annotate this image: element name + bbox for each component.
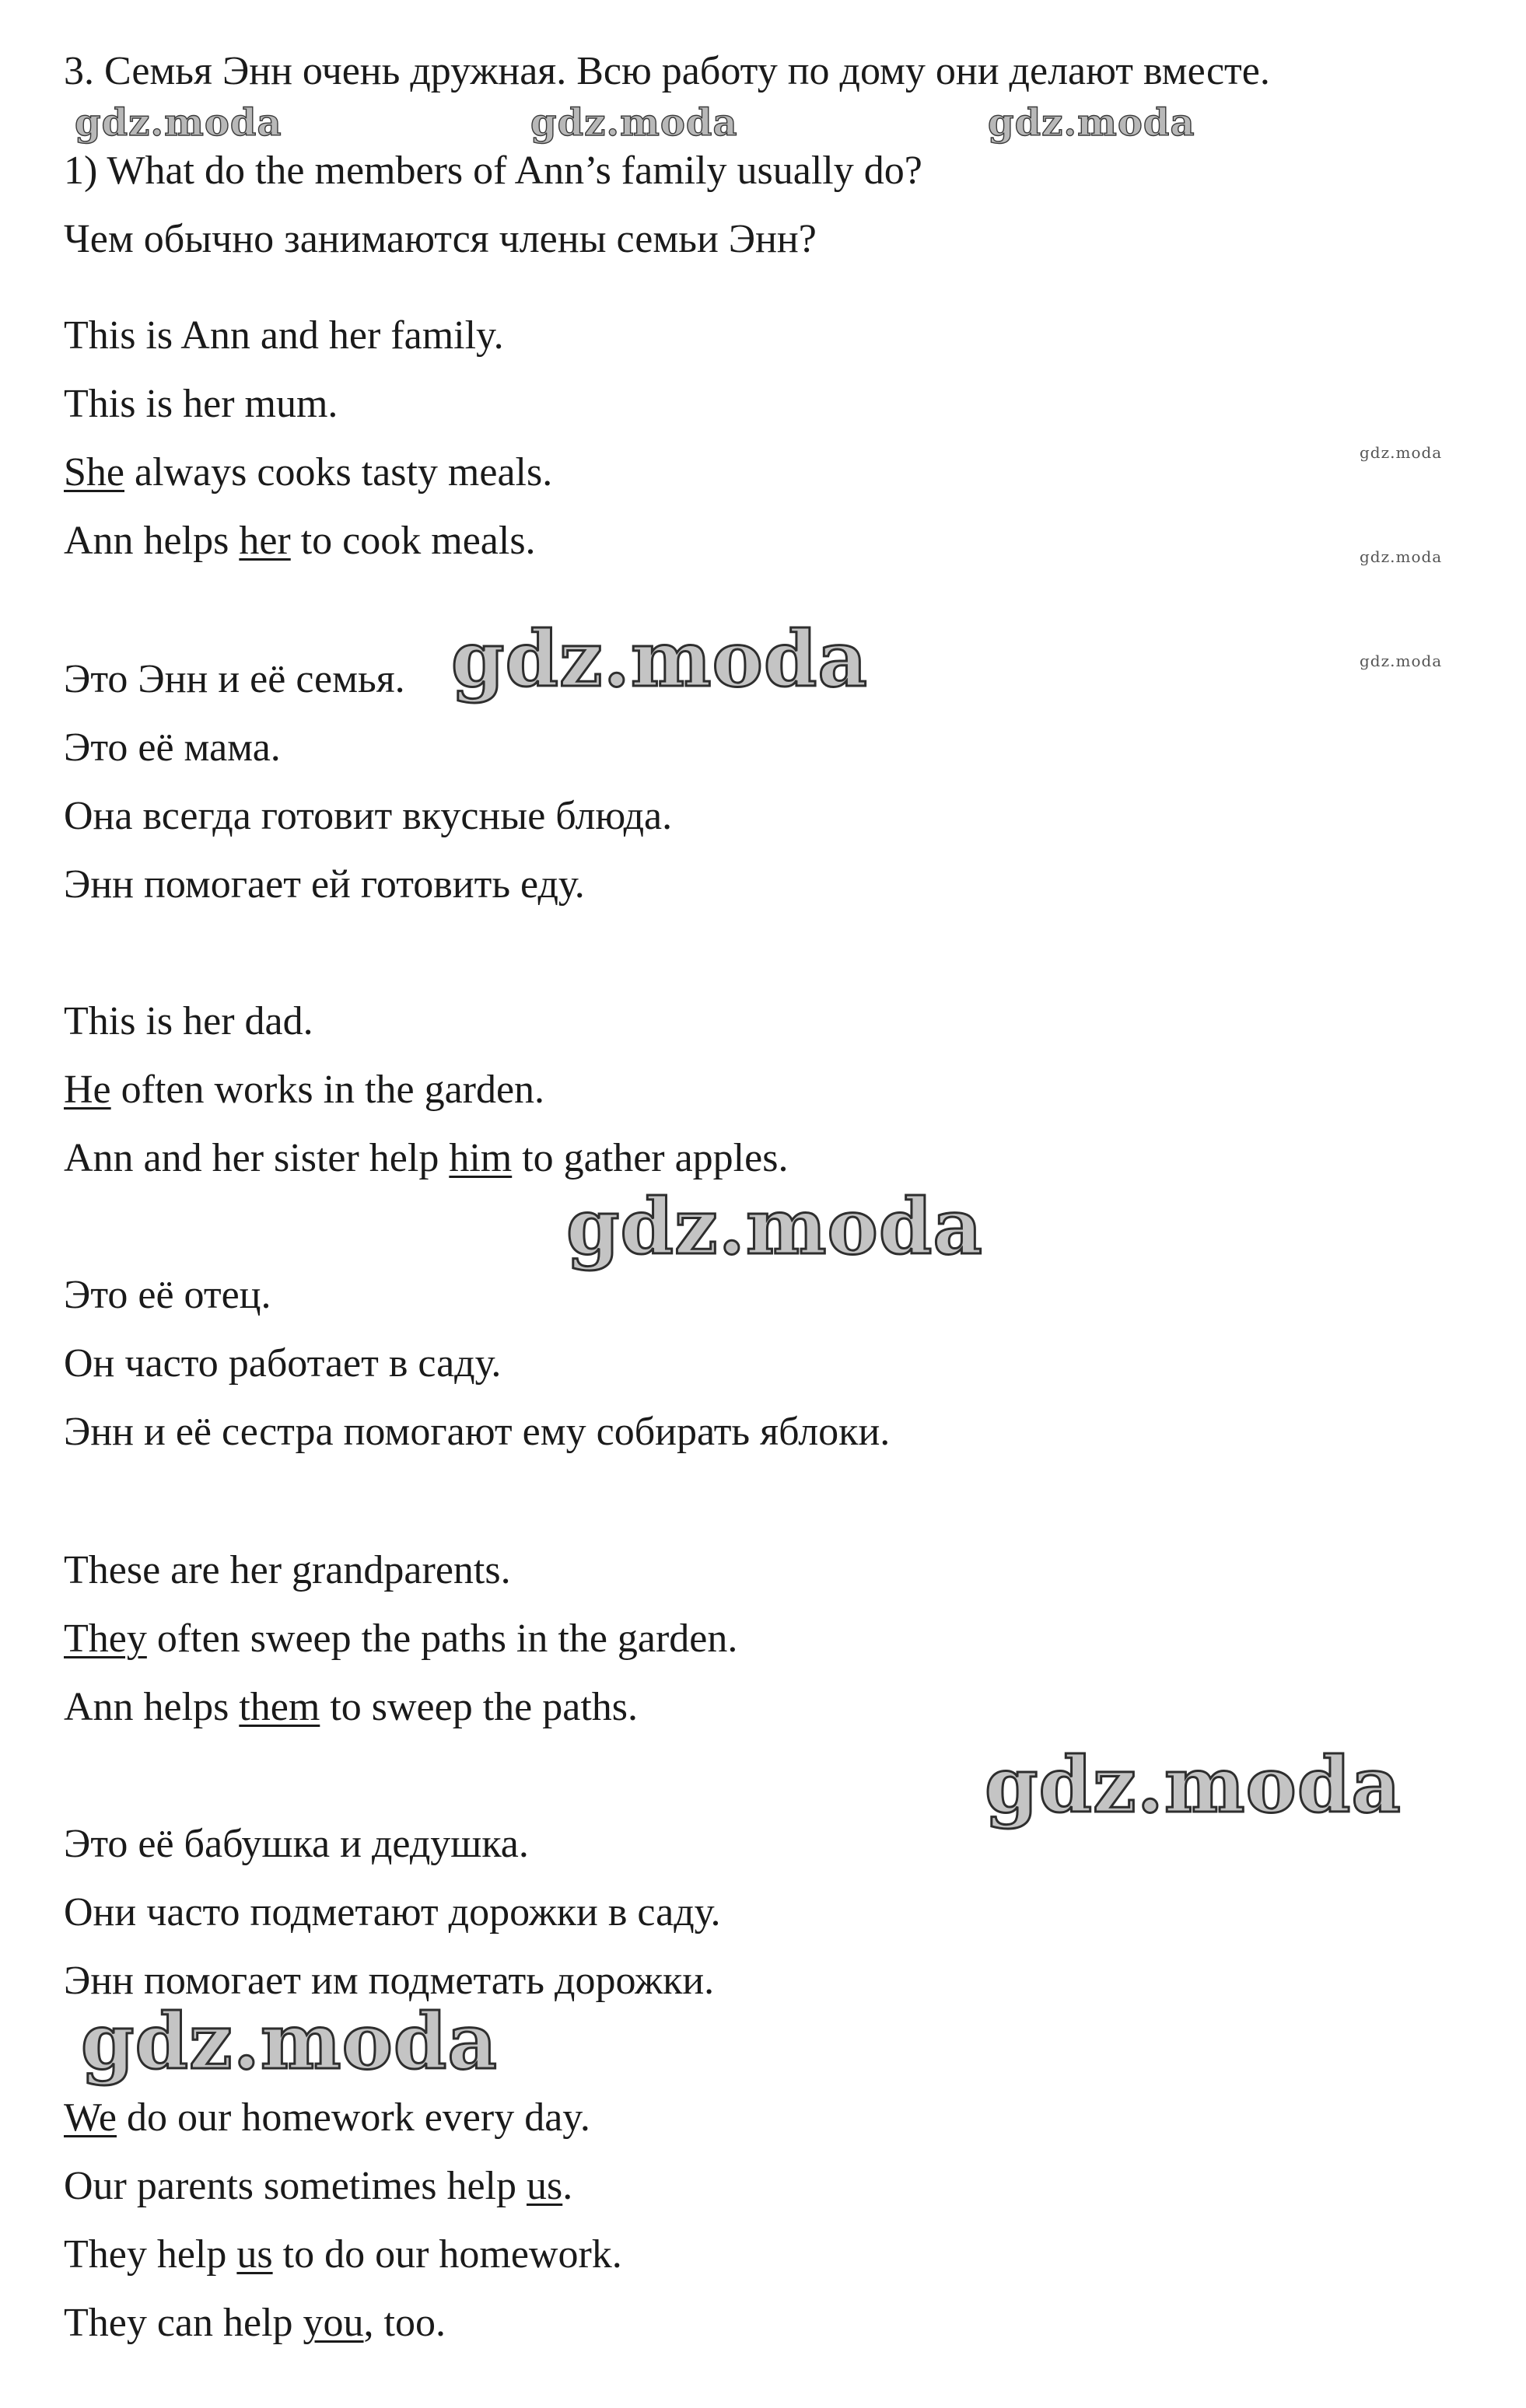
watermark: gdz.moda [81,1997,498,2087]
pronoun: us [526,2164,563,2208]
sentence: This is her mum. [64,382,338,426]
pronoun: He [64,1068,111,1112]
sentence: They can help you, too. [64,2301,446,2345]
sentence-translation: Она всегда готовит вкусные блюда. [64,794,673,838]
sentence-translation: Он часто работает в саду. [64,1341,502,1386]
watermark: gdz.moda [985,1741,1402,1830]
pronoun: them [239,1685,320,1729]
pronoun: They [64,1616,147,1661]
pronoun: We [64,2095,117,2140]
pronoun: you [303,2301,364,2345]
watermark: gdz.moda [451,615,868,704]
sentence-translation: Энн и её сестра помогают ему собирать яблоки. [64,1410,891,1454]
sentence-translation: Это её бабушка и дедушка. [64,1822,529,1866]
sentence: This is her dad. [64,999,313,1043]
sentence-translation: Это её отец. [64,1273,271,1317]
watermark: gdz.moda [1360,547,1443,566]
sentence: We do our homework every day. [64,2095,590,2140]
sentence: Ann helps them to sweep the paths. [64,1685,638,1729]
watermark: gdz.moda [1360,443,1443,462]
sentence-translation: Они часто подметают дорожки в саду. [64,1890,721,1934]
question-translation: Чем обычно занимаются члены семьи Энн? [64,217,817,261]
sentence: She always cooks tasty meals. [64,450,553,495]
watermark: gdz.moda [530,101,738,145]
sentence-translation: Это её мама. [64,725,281,770]
watermark: gdz.moda [1360,652,1443,670]
sentence-translation: Это Энн и её семья. [64,657,405,701]
sentence: This is Ann and her family. [64,313,504,358]
sentence: He often works in the garden. [64,1068,545,1112]
pronoun: him [449,1136,513,1180]
question: 1) What do the members of Ann’s family usually do? [64,149,922,193]
sentence: These are her grandparents. [64,1548,511,1592]
sentence-translation: Энн помогает ей готовить еду. [64,862,585,907]
sentence: Ann helps her to cook meals. [64,519,536,563]
sentence: Ann and her sister help him to gather apples. [64,1136,789,1180]
sentence-translation: Энн помогает им подметать дорожки. [64,1959,715,2003]
sentence: They often sweep the paths in the garden. [64,1616,738,1661]
sentence: Our parents sometimes help us. [64,2164,573,2208]
pronoun: She [64,450,124,495]
watermark: gdz.moda [566,1183,983,1272]
pronoun: us [236,2232,273,2277]
watermark: gdz.moda [988,101,1195,145]
sentence: They help us to do our homework. [64,2232,622,2277]
task-heading: 3. Семья Энн очень дружная. Всю работу по дому они делают вместе. [64,49,1270,93]
watermark: gdz.moda [75,101,282,145]
pronoun: her [239,519,291,563]
